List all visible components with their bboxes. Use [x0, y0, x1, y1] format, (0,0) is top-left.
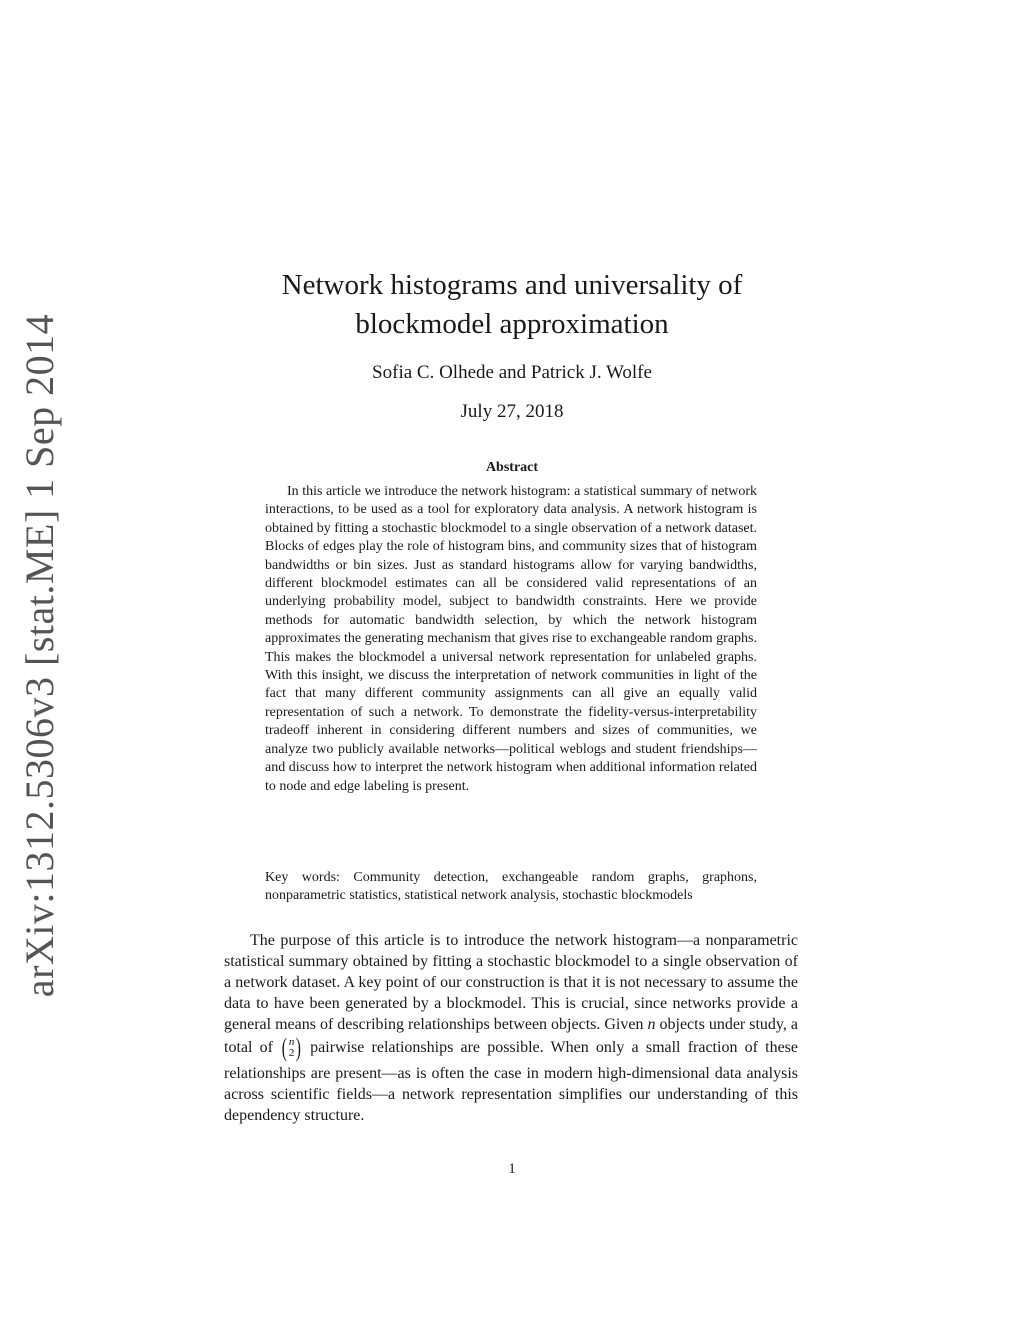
keywords: Key words: Community detection, exchangeable random graphs, graphons, nonparametric statistics, statistical network analysis, stochastic blockmodels — [265, 870, 757, 904]
binomial-top: n — [288, 1036, 295, 1049]
variable-n: n — [647, 1016, 656, 1034]
paper-date: July 27, 2018 — [460, 401, 564, 422]
paper-authors: Sofia C. Olhede and Patrick J. Wolfe — [372, 362, 652, 383]
binomial-coefficient: ( n 2 ) — [281, 1033, 302, 1063]
abstract-text: In this article we introduce the network histogram: a statistical summary of network interactions, to be used as a tool for exploratory data analysis. A network histogram is obtained by fitting a stochastic blockmodel to a single observation of a network dataset. Blocks of edges play the role of histogram bins, and community sizes that of histogram bandwidths or bin sizes. Just as standard histograms allow for varying bandwidths, different blockmodel estimates can all be considered valid representations of an underlying probability model, subject to bandwidth constraints. Here we provide methods for automatic bandwidth selection, by which the network histogram approximates the generating mechanism that gives rise to exchangeable random graphs. This makes the blockmodel a universal network representation for unlabeled graphs. With this insight, we discuss the interpretation of network communities in light of the fact that many different community assignments can all give an equally valid representation of such a network. To demonstrate the fidelity-versus-interpretability tradeoff inherent in considering different numbers and sizes of communities, we analyze two publicly available networks—political weblogs and student friendships—and discuss how to interpret the network histogram when additional information related to node and edge labeling is present. — [265, 484, 757, 794]
abstract-heading: Abstract — [485, 460, 539, 475]
intro-paragraph — [224, 930, 798, 1126]
intro-text-part-1: The purpose of this article is to introduce the network histogram—a nonparametric statistical summary obtained by fitting a stochastic blockmodel to a single observation of a network dataset. A key point of our construction is that it is not necessary to assume the data to have been generated by a blockmodel. This is crucial, since networks provide a general means of describing relationships between objects. Given — [224, 932, 798, 1034]
intro-text-part-3: pairwise relationships are possible. When only a small fraction of these relationships are present—as is often the case in modern high-dimensional data analysis across scientific fields—a network representation simplifies our understanding of this dependency structure. — [224, 1039, 799, 1124]
binomial-bottom: 2 — [288, 1047, 295, 1060]
page-number: 1 — [508, 1161, 516, 1177]
intro-text-part-2: objects under study, a total of — [224, 1016, 798, 1057]
paper-title: Network histograms and universality of blockmodel approximation — [281, 269, 743, 340]
arxiv-identifier-text: arXiv:1312.5306v3 [stat.ME] 1 Sep 2014 — [17, 313, 63, 997]
arxiv-identifier-stamp — [10, 313, 70, 997]
